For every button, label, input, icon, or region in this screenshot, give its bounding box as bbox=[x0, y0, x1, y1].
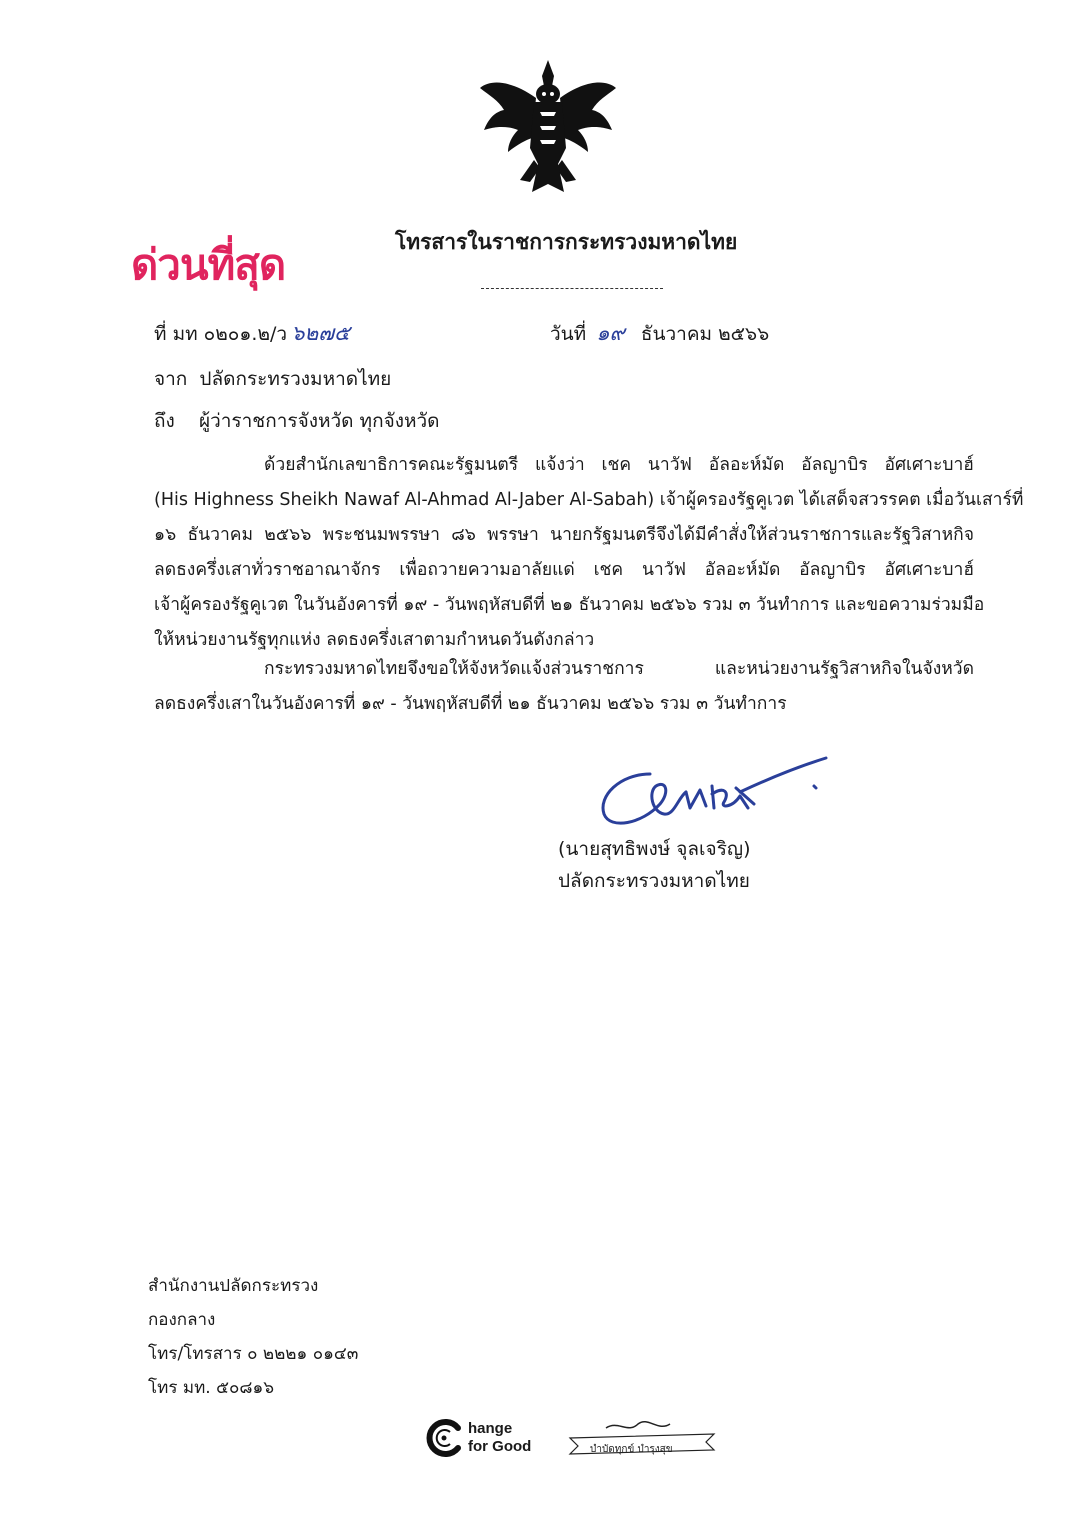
to-row bbox=[154, 406, 440, 436]
body-paragraph-2 bbox=[154, 652, 974, 722]
change-for-good-line-2: for Good bbox=[468, 1438, 532, 1455]
footer-internal-phone: โทร มท. ๕๐๘๑๖ bbox=[148, 1378, 275, 1398]
signer-title: ปลัดกระทรวงมหาดไทย bbox=[558, 870, 750, 892]
garuda-emblem-icon bbox=[474, 52, 622, 200]
from-value: ปลัดกระทรวงมหาดไทย bbox=[199, 368, 392, 390]
from-label: จาก bbox=[154, 368, 188, 390]
handwritten-signature bbox=[590, 752, 830, 834]
footer-division: กองกลาง bbox=[148, 1310, 216, 1330]
document-title: โทรสารในราชการกระทรวงมหาดไทย bbox=[395, 230, 738, 254]
signer-name: (นายสุทธิพงษ์ จุลเจริญ) bbox=[558, 838, 751, 860]
to-value: ผู้ว่าราชการจังหวัด ทุกจังหวัด bbox=[198, 410, 440, 432]
paragraph-line: ให้หน่วยงานรัฐทุกแห่ง ลดธงครึ่งเสาตามกำหนดวันดังกล่าว bbox=[154, 630, 595, 650]
paragraph-line: ๑๖ ธันวาคม ๒๕๖๖ พระชนมพรรษา ๘๖ พรรษา นายกรัฐมนตรีจึงได้มีคำสั่งให้ส่วนราชการและรัฐวิสาหกิจ bbox=[154, 525, 974, 545]
to-label: ถึง bbox=[154, 410, 175, 432]
from-row bbox=[154, 364, 391, 394]
paragraph-line: ลดธงครึ่งเสาในวันอังคารที่ ๑๙ - วันพฤหัสบดีที่ ๒๑ ธันวาคม ๒๕๖๖ รวม ๓ วันทำการ bbox=[154, 694, 787, 714]
change-for-good-c-icon bbox=[424, 1418, 464, 1458]
footer-phone-fax: โทร/โทรสาร ๐ ๒๒๒๑ ๐๑๔๓ bbox=[148, 1344, 359, 1364]
paragraph-line: เจ้าผู้ครองรัฐคูเวต ในวันอังคารที่ ๑๙ - วันพฤหัสบดีที่ ๒๑ ธันวาคม ๒๕๖๖ รวม ๓ วันทำการ และขอความร่วมมือ bbox=[154, 595, 985, 615]
date-row bbox=[550, 318, 769, 349]
paragraph-line: (His Highness Sheikh Nawaf Al-Ahmad Al-Jaber Al-Sabah) เจ้าผู้ครองรัฐคูเวต ได้เสด็จสวรรคต เมื่อวันเสาร์ที่ bbox=[154, 490, 1024, 510]
change-for-good-line-1: hange bbox=[468, 1420, 513, 1437]
reference-prefix: ที่ มท ๐๒๐๑.๒/ว bbox=[154, 323, 288, 345]
urgency-stamp: ด่วนที่สุด bbox=[131, 240, 286, 289]
date-month-year: ธันวาคม ๒๕๖๖ bbox=[640, 323, 770, 345]
change-for-good-logo bbox=[424, 1418, 556, 1460]
footer-office: สำนักงานปลัดกระทรวง bbox=[148, 1276, 319, 1296]
date-prefix: วันที่ bbox=[550, 323, 587, 345]
ministry-motto-logo bbox=[566, 1418, 718, 1460]
title-divider bbox=[481, 288, 663, 289]
reference-number-row bbox=[154, 318, 350, 349]
date-day-handwritten: ๑๙ bbox=[596, 321, 625, 345]
motto-text: บำบัดทุกข์ บำรุงสุข bbox=[590, 1444, 673, 1455]
reference-number-handwritten: ๖๒๗๕ bbox=[291, 321, 350, 345]
paragraph-line: กระทรวงมหาดไทยจึงขอให้จังหวัดแจ้งส่วนราชการ และหน่วยงานรัฐวิสาหกิจในจังหวัด bbox=[264, 659, 974, 679]
paragraph-line: ด้วยสำนักเลขาธิการคณะรัฐมนตรี แจ้งว่า เชค นาวัฟ อัลอะห์มัด อัลญาบิร อัศเศาะบาฮ์ bbox=[264, 455, 974, 475]
paragraph-line: ลดธงครึ่งเสาทั่วราชอาณาจักร เพื่อถวายความอาลัยแด่ เชค นาวัฟ อัลอะห์มัด อัลญาบิร อัศเศาะบาฮ์ bbox=[154, 560, 974, 580]
body-paragraph-1 bbox=[154, 448, 1024, 658]
